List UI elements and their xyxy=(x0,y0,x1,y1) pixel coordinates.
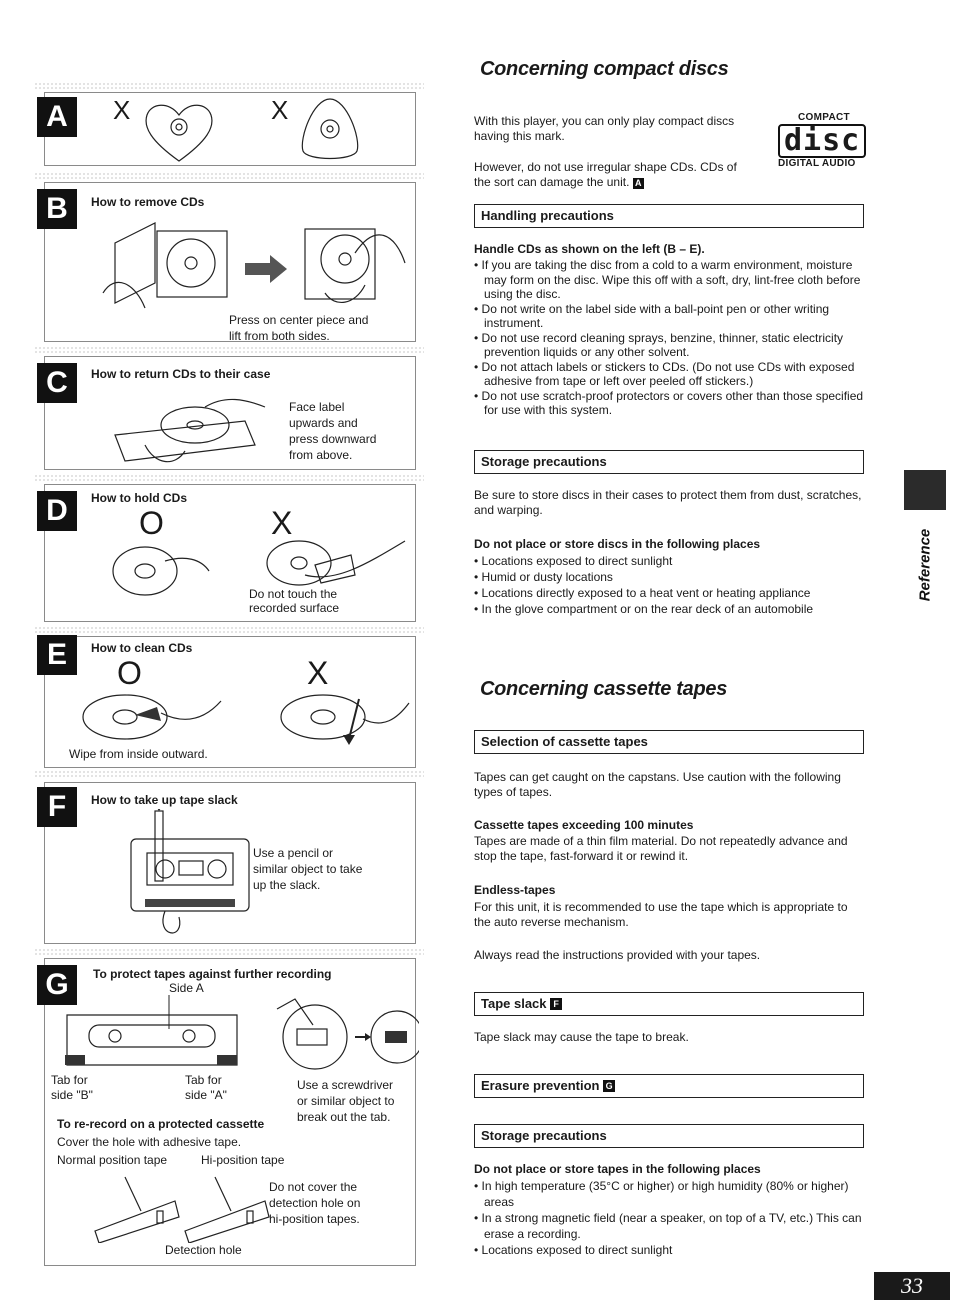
list-item: • In a strong magnetic field (near a speaker, on top of a TV, etc.) This can erase a recording. xyxy=(474,1211,862,1241)
hi-tape-label: Hi-position tape xyxy=(201,1153,285,1167)
dot-border xyxy=(34,346,424,354)
slack-text: Tape slack may cause the tape to break. xyxy=(474,1030,689,1044)
panel-g-title: To protect tapes against further recording xyxy=(93,967,332,981)
caption-line: Face label xyxy=(289,400,345,414)
logo-top-text: COMPACT xyxy=(798,112,850,123)
caption-line: Use a screwdriver xyxy=(297,1078,394,1092)
ref-badge-f: F xyxy=(550,998,562,1010)
list-item: • Do not write on the label side with a ball-point pen or other writing instrument. xyxy=(474,301,830,330)
detection-hole-illustration xyxy=(85,1171,275,1243)
side-a-label: Side A xyxy=(169,981,204,995)
ng-mark: X xyxy=(271,505,293,541)
list-item: • Locations exposed to direct sunlight xyxy=(474,554,673,568)
ref-badge-g: G xyxy=(603,1080,615,1092)
caption-line: hi-position tapes. xyxy=(269,1212,360,1226)
selection-header xyxy=(474,730,864,754)
handling-list xyxy=(474,258,866,418)
remove-cd-illustration xyxy=(95,213,415,313)
panel-b-title: How to remove CDs xyxy=(91,195,205,209)
rerecord-title: To re-record on a protected cassette xyxy=(57,1117,265,1131)
storage-cd-sub: Do not place or store discs in the following places xyxy=(474,537,761,551)
tape-section-title: Concerning cassette tapes xyxy=(480,678,728,700)
tab-b-label xyxy=(51,1073,93,1103)
cd-irregular xyxy=(474,160,754,189)
bad-mark-1: X xyxy=(113,95,131,125)
erasure-title: Erasure prevention xyxy=(481,1078,600,1093)
logo-mid-text: disc xyxy=(778,124,866,158)
erasure-title-wrap xyxy=(481,1078,615,1093)
cd-section-title: Concerning compact discs xyxy=(480,58,729,80)
panel-f-caption xyxy=(253,845,362,893)
reference-side-label-wrap xyxy=(904,510,946,620)
badge-f: F xyxy=(37,787,77,827)
selection-title: Selection of cassette tapes xyxy=(481,734,648,749)
caption-line: Use a pencil or xyxy=(253,846,334,860)
tab-a-label xyxy=(185,1073,227,1103)
handling-lead: Handle CDs as shown on the left (B – E). xyxy=(474,242,705,256)
list-item: • Locations exposed to direct sunlight xyxy=(474,1243,673,1257)
dot-border xyxy=(34,474,424,482)
panel-f xyxy=(44,782,416,944)
panel-c-caption xyxy=(289,399,376,463)
return-cd-illustration xyxy=(105,385,275,467)
selection-text-1: Tapes are made of a thin film material. Do not repeatedly advance and stop the tape, fast-forward it or rewind it. xyxy=(474,834,848,863)
caption-line: detection hole on xyxy=(269,1196,361,1210)
list-item: • Do not attach labels or stickers to CDs. (Do not use CDs with exposed adhesive from tape or left over peeled off stickers.) xyxy=(474,359,855,388)
slack-header xyxy=(474,992,864,1016)
caption-line: up the slack. xyxy=(253,878,321,892)
handling-header xyxy=(474,204,864,228)
hold-cd-ng-illustration xyxy=(255,535,415,591)
bad-mark-2: X xyxy=(271,95,289,125)
dot-border xyxy=(34,770,424,778)
selection-text-2: For this unit, it is recommended to use the tape which is appropriate to the auto reverse mechanism. xyxy=(474,900,848,929)
detection-hole-label: Detection hole xyxy=(165,1243,242,1257)
panel-e-caption: Wipe from inside outward. xyxy=(69,747,208,761)
panel-d-caption-1: Do not touch the xyxy=(249,587,338,601)
storage-cd-list xyxy=(474,553,866,617)
storage-cd-text: Be sure to store discs in their cases to protect them from dust, scratches, and warping. xyxy=(474,488,862,517)
list-item: • If you are taking the disc from a cold to a warm environment, moisture may form on the disc. Wipe this off with a soft, dry, lint-free cloth before using the disc. xyxy=(474,258,861,301)
selection-text: Tapes can get caught on the capstans. Use caution with the following types of tapes. xyxy=(474,770,841,799)
dot-border xyxy=(34,948,424,956)
erasure-header xyxy=(474,1074,864,1098)
badge-b: B xyxy=(37,189,77,229)
caption-line: similar object to take xyxy=(253,862,363,876)
cd-intro: With this player, you can only play compact discs having this mark. xyxy=(474,114,735,143)
ng-mark: X xyxy=(307,655,329,691)
caption-line: upwards and xyxy=(289,416,358,430)
panel-e-title: How to clean CDs xyxy=(91,641,193,655)
ok-mark: O xyxy=(139,505,164,541)
irregular-cd-illustration xyxy=(295,95,365,163)
page-number: 33 xyxy=(874,1272,950,1300)
badge-e: E xyxy=(37,635,77,675)
caption-line: Tab for xyxy=(185,1073,222,1087)
panel-d-title: How to hold CDs xyxy=(91,491,187,505)
panel-c-title: How to return CDs to their case xyxy=(91,367,271,381)
ok-mark: O xyxy=(117,655,142,691)
screwdriver-caption xyxy=(297,1077,394,1125)
cassette-tabs-illustration xyxy=(59,995,419,1075)
dot-border xyxy=(34,626,424,634)
badge-a: A xyxy=(37,97,77,137)
storage-tape-list xyxy=(474,1178,866,1258)
list-item: • Locations directly exposed to a heat vent or heating appliance xyxy=(474,586,811,600)
storage-tape-sub: Do not place or store tapes in the following places xyxy=(474,1162,761,1176)
tape-slack-illustration xyxy=(125,809,255,939)
ref-badge-a: A xyxy=(633,178,644,189)
list-item: • Do not use record cleaning sprays, benzine, thinner, static electricity prevention liquids or any other solvent. xyxy=(474,330,844,359)
badge-g: G xyxy=(37,965,77,1005)
panel-c xyxy=(44,356,416,470)
cover-caption xyxy=(269,1179,360,1227)
panel-g xyxy=(44,958,416,1266)
clean-cd-ok-illustration xyxy=(75,689,225,743)
panel-b xyxy=(44,182,416,342)
storage-tape-header xyxy=(474,1124,864,1148)
caption-line: or similar object to xyxy=(297,1094,395,1108)
caption-line: Tab for xyxy=(51,1073,88,1087)
storage-cd-title: Storage precautions xyxy=(481,454,607,469)
caption-line: from above. xyxy=(289,448,353,462)
list-item: • Do not use scratch-proof protectors or covers other than those specified for use with this system. xyxy=(474,388,864,417)
selection-sub-1: Cassette tapes exceeding 100 minutes xyxy=(474,818,694,832)
selection-text-3: Always read the instructions provided with your tapes. xyxy=(474,948,761,962)
list-item: • In high temperature (35°C or higher) or high humidity (80% or higher) areas xyxy=(474,1179,849,1209)
compact-disc-logo xyxy=(778,112,864,172)
panel-d xyxy=(44,484,416,622)
handling-title: Handling precautions xyxy=(481,208,614,223)
cd-irregular-text: However, do not use irregular shape CDs. CDs of the sort can damage the unit. xyxy=(474,160,737,189)
panel-e xyxy=(44,636,416,768)
storage-cd-header xyxy=(474,450,864,474)
list-item: • In the glove compartment or on the rear deck of an automobile xyxy=(474,602,814,616)
reference-side-label: Reference xyxy=(916,528,934,602)
caption-line: press downward xyxy=(289,432,377,446)
slack-title: Tape slack xyxy=(481,996,547,1011)
panel-b-caption-1: Press on center piece and xyxy=(229,313,369,327)
caption-line: break out the tab. xyxy=(297,1110,391,1124)
slack-title-wrap xyxy=(481,996,562,1011)
dot-border xyxy=(34,82,424,90)
panel-b-caption-2: lift from both sides. xyxy=(229,329,330,343)
storage-tape-title: Storage precautions xyxy=(481,1128,607,1143)
normal-tape-label: Normal position tape xyxy=(57,1153,168,1167)
caption-line: side "B" xyxy=(51,1088,93,1102)
list-item: • Humid or dusty locations xyxy=(474,570,613,584)
panel-f-title: How to take up tape slack xyxy=(91,793,238,807)
caption-line: Do not cover the xyxy=(269,1180,358,1194)
hold-cd-ok-illustration xyxy=(105,541,215,605)
clean-cd-ng-illustration xyxy=(273,689,413,753)
dot-border xyxy=(34,172,424,180)
panel-a xyxy=(44,92,416,166)
caption-line: side "A" xyxy=(185,1088,227,1102)
rerecord-text: Cover the hole with adhesive tape. xyxy=(57,1135,242,1149)
heart-cd-illustration xyxy=(141,99,217,165)
panel-d-caption-2: recorded surface xyxy=(249,601,340,615)
badge-d: D xyxy=(37,491,77,531)
badge-c: C xyxy=(37,363,77,403)
selection-sub-2: Endless-tapes xyxy=(474,883,556,897)
logo-bottom-text: DIGITAL AUDIO xyxy=(778,158,856,169)
